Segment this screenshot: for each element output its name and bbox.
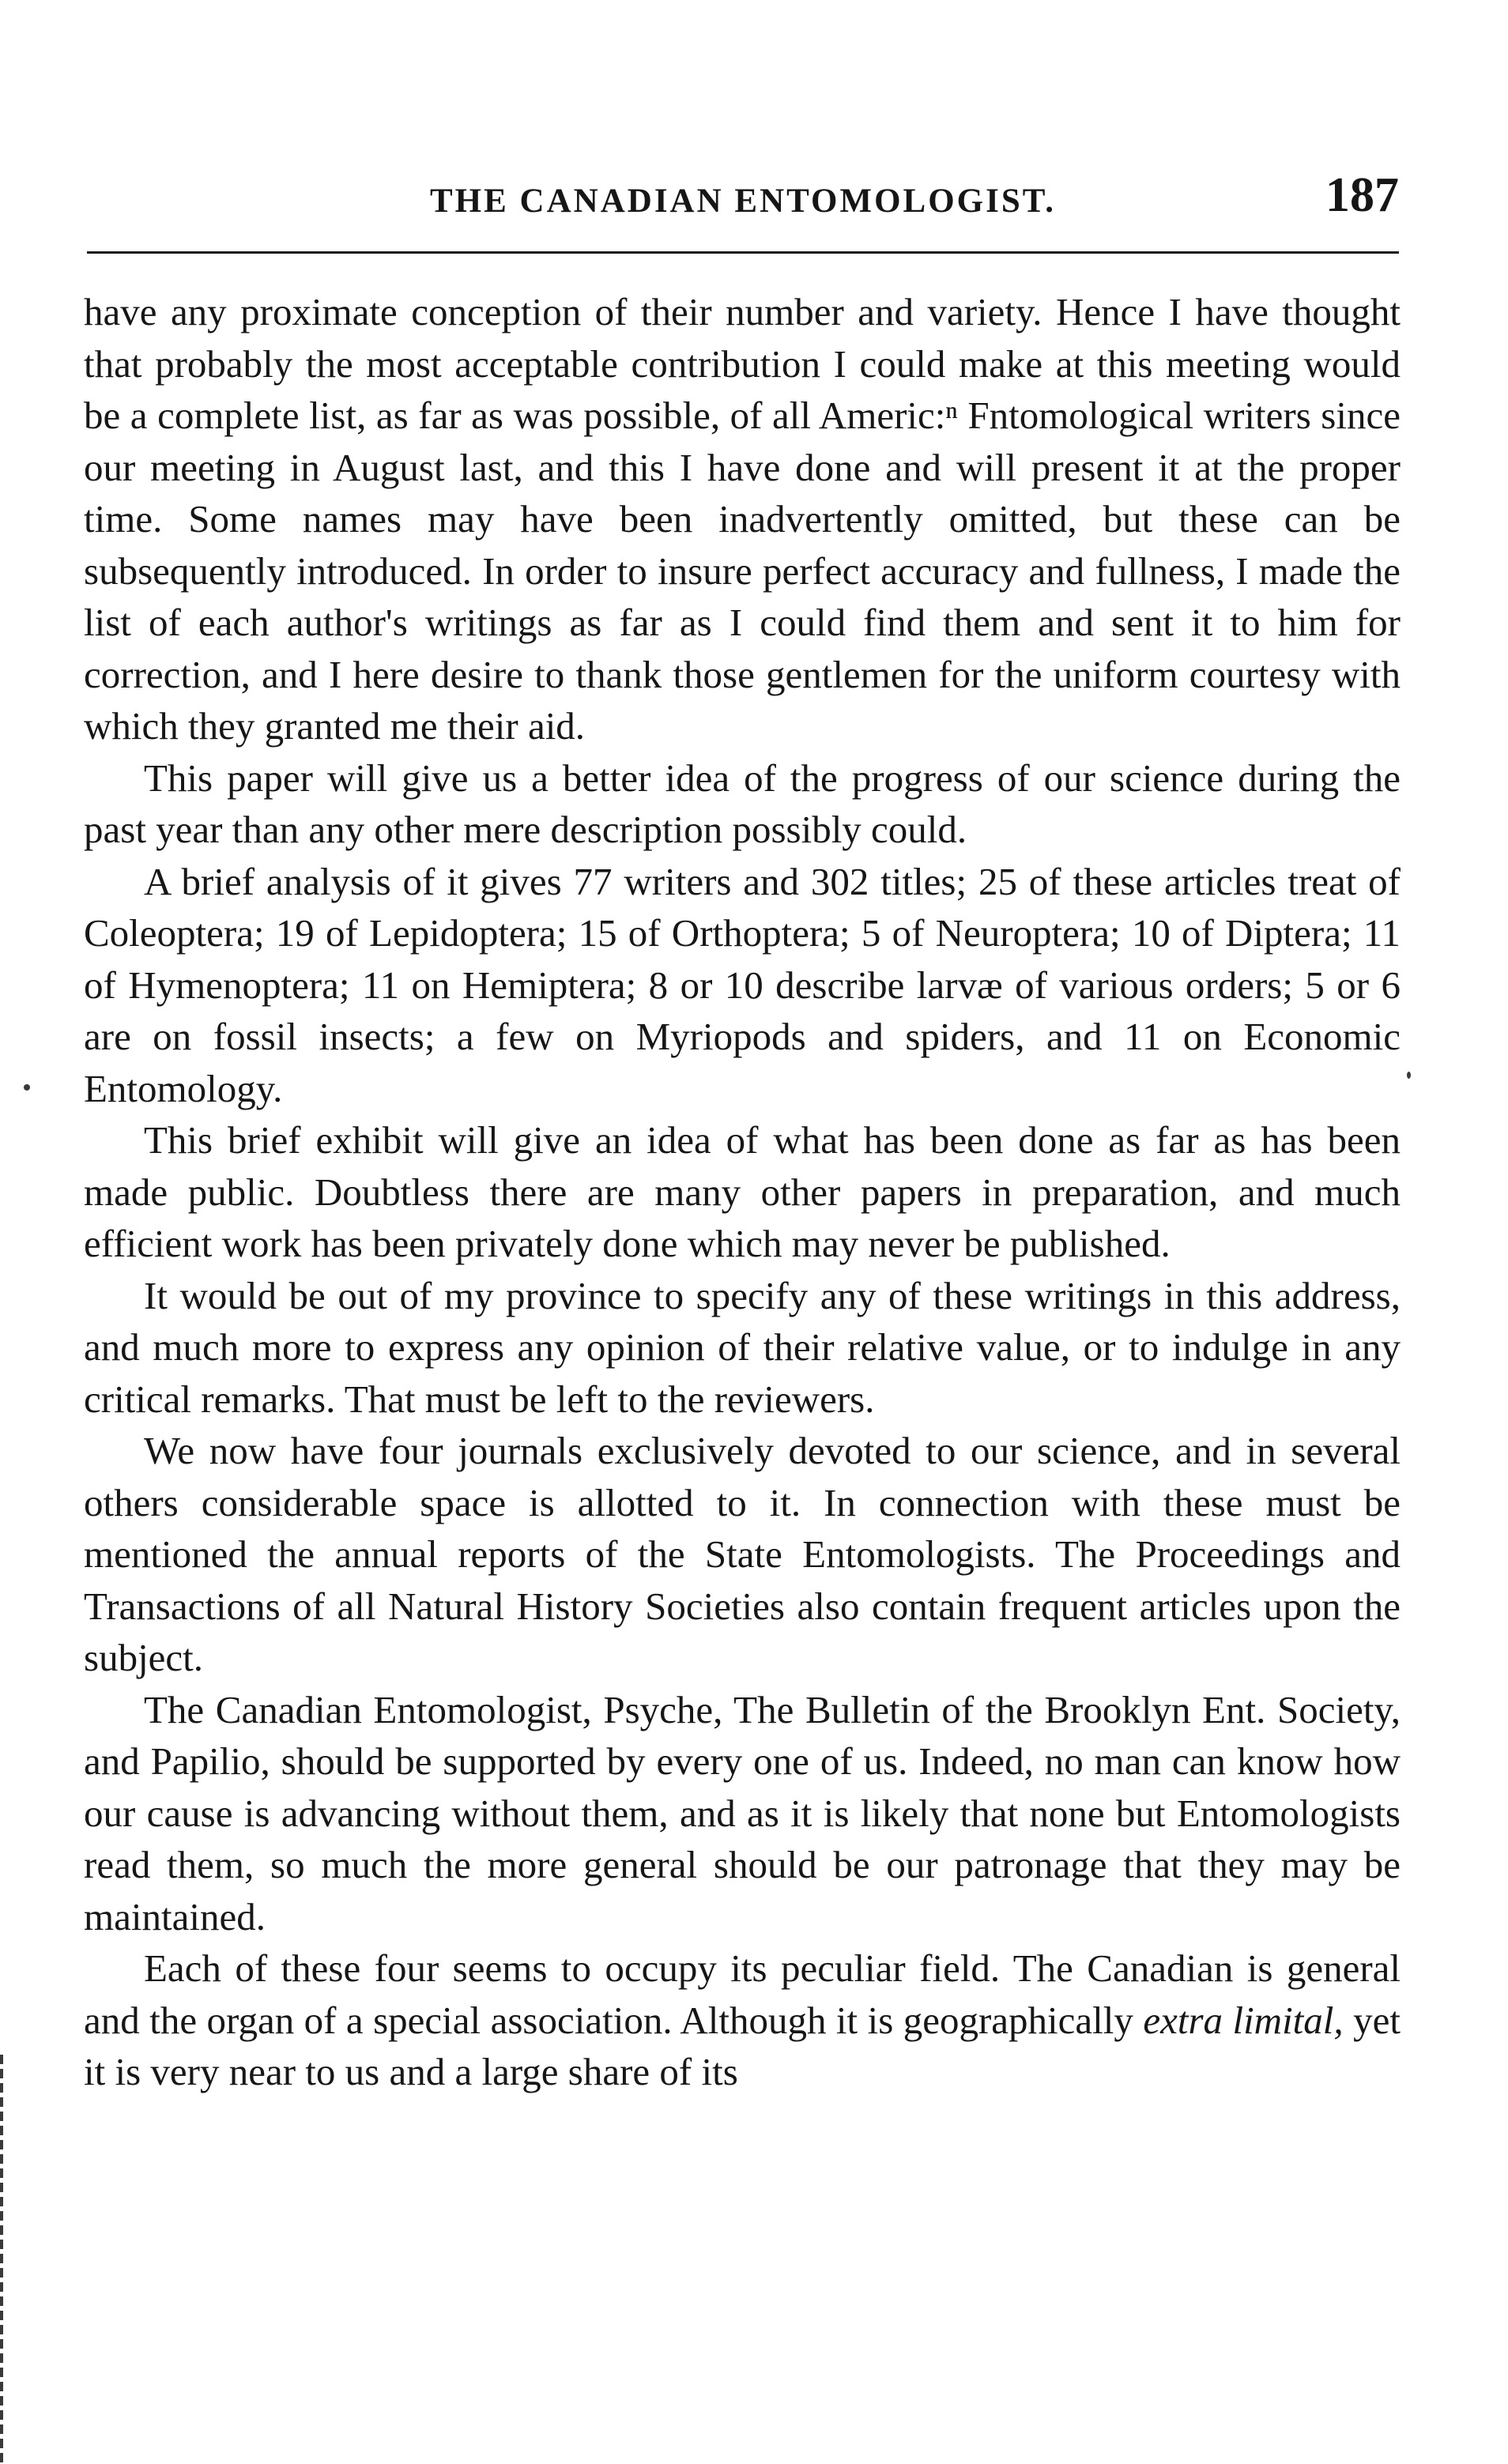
body-text	[84, 286, 1401, 2098]
paragraph-3: A brief analysis of it gives 77 writers and 302 titles; 25 of these articles treat of Coleoptera; 19 of Lepidoptera; 15 of Orthoptera; 5 of Neuroptera; 10 of Diptera; 11 of Hymenoptera; 11 on Hemiptera; 8 or 10 describe larvæ of various orders; 5 or 6 are on fossil insects; a few on Myriopods and spiders, and 11 on Economic Entomology.	[84, 859, 1401, 1110]
paragraph-4: This brief exhibit will give an idea of what has been done as far as has been made public. Doubtless there are many other papers in preparation, and much efficient work has been privately done which may never be published.	[84, 1118, 1401, 1265]
running-title: THE CANADIAN ENTOMOLOGIST.	[430, 183, 1056, 220]
page-number: 187	[1325, 168, 1399, 222]
page-header	[87, 164, 1399, 235]
paragraph-5: It would be out of my province to specify any of these writings in this address, and much more to express any opinion of their relative value, or to indulge in any critical remarks. That must be left to the reviewers.	[84, 1273, 1401, 1421]
paragraph-8	[84, 1942, 1401, 2098]
paragraph-8-italic: extra limital,	[1143, 1998, 1344, 2042]
scan-speck	[24, 1084, 30, 1091]
paragraph-8-tail: yet it is very near to us and a large share of its	[84, 1998, 1401, 2093]
paragraph-7: The Canadian Entomologist, Psyche, The Bulletin of the Brooklyn Ent. Society, and Papilio, should be supported by every one of us. Indeed, no man can know how our cause is advancing without them, and as it is likely that none but Entomologists read them, so much the more general should be our patronage that they may be maintained.	[84, 1687, 1401, 1938]
header-rule	[87, 251, 1399, 254]
paragraph-1: have any proximate conception of their number and variety. Hence I have thought that probably the most acceptable contribution I could make at this meeting would be a complete list, as far as was possible, of all Americ:ⁿ Fntomological writers since our meeting in August last, and this I have done and will present it at the proper time. Some names may have been inadvertently omitted, but these can be subsequently introduced. In order to insure perfect accuracy and fullness, I made the list of each author's writings as far as I could find them and sent it to him for correction, and I here desire to thank those gentlemen for the uniform courtesy with which they granted me their aid.	[84, 290, 1401, 748]
paragraph-6: We now have four journals exclusively devoted to our science, and in several others considerable space is allotted to it. In connection with these must be mentioned the annual reports of the State Entomologists. The Proceedings and Transactions of all Natural History Societies also contain frequent articles upon the subject.	[84, 1429, 1401, 1679]
scan-speck	[1407, 1072, 1411, 1079]
scanned-page-edge	[0, 2055, 3, 2464]
paragraph-2: This paper will give us a better idea of the progress of our science during the past year than any other mere description possibly could.	[84, 755, 1401, 851]
paragraph-8-lead: Each of these four seems to occupy its peculiar field. The Canadian is general and the organ of a special association. Although it is geographically	[84, 1946, 1401, 2042]
